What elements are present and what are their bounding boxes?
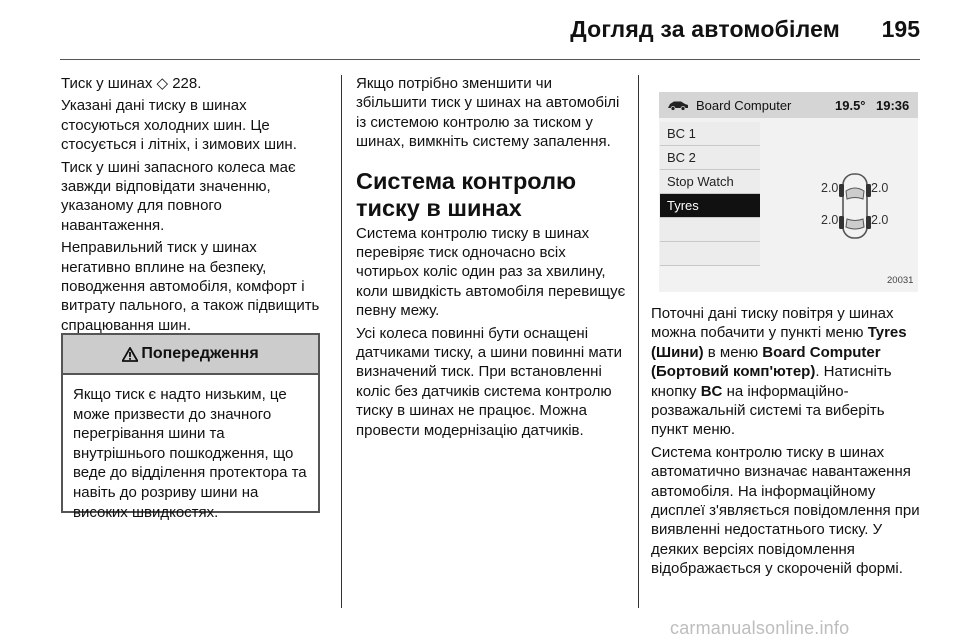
page-reference-link[interactable]: 228. (172, 75, 202, 92)
section-heading: Система контролю тиску в шинах (356, 167, 577, 221)
image-code: 20031 (887, 275, 914, 286)
warning-header (63, 335, 318, 375)
menu-item-bc1[interactable]: BC 1 (660, 122, 760, 146)
paragraph: Тиск у шині запасного колеса має завжди відповідати значенню, указаному для повного навантаження. (61, 158, 296, 234)
paragraph: Система контролю тиску в шинах автоматично визначає навантаження автомобіля. На інформаційному дисплеї з'являється повідомлення при виявленні недостатнього тиску. У деяких версіях повідомлення відображається у скороченій формі. (651, 443, 920, 578)
menu-name: Tyres (Шини) (651, 324, 907, 361)
tyre-pressure-rear-right: 2.0 (871, 213, 889, 227)
car-top-view-icon (839, 171, 871, 241)
tyre-pressure-front-right: 2.0 (871, 181, 889, 195)
paragraph: Система контролю тиску в шинах перевіряє тиск одночасно всіх чотирьох коліс один раз за хвилину, коли швидкість автомобіля перевищує певну межу. (356, 224, 626, 320)
menu-item-tyres[interactable]: Tyres (660, 194, 760, 218)
paragraph: Неправильний тиск у шинах негативно вплине на безпеку, поводження автомобіля, комфорт і витрату пального, а також підвищить спрацювання шин. (61, 239, 320, 334)
menu-item-stop-watch[interactable]: Stop Watch (660, 170, 760, 194)
warning-triangle-icon (122, 347, 138, 362)
page-title: Догляд за автомобілем (570, 16, 840, 42)
board-computer-display (659, 92, 918, 292)
cross-reference-icon: ◇ (156, 75, 169, 92)
column-2 (356, 74, 626, 443)
column-1 (61, 74, 327, 338)
tyre-pressure-rear-left: 2.0 (821, 213, 839, 227)
watermark: carmanualsonline.info (670, 618, 850, 638)
menu-name: Board Computer (Бортовий комп'ютер) (651, 343, 881, 381)
clock: 19:36 (876, 98, 910, 113)
outside-temperature: 19.5° (835, 98, 866, 113)
display-title: Board Computer (696, 98, 792, 113)
button-name: BC (700, 382, 723, 400)
warning-text: Якщо тиск є надто низьким, це може призвести до значного перегрівання шини та внутрішнього пошкодження, що веде до відділення протектора та навіть до розриву шини на високих швидкостях. (73, 386, 307, 521)
warning-box (61, 333, 320, 521)
tyre-pressure-front-left: 2.0 (821, 181, 839, 195)
display-title-bar (659, 92, 918, 118)
menu-empty-row (660, 218, 760, 242)
header-divider (60, 59, 920, 60)
paragraph: Усі колеса повинні бути оснащені датчиками тиску, а шини повинні мати визначений тиск. При встановленні коліс без датчиків система контролю тиску в шинах не працює. Можна провести модернізацію датчиків. (356, 324, 622, 439)
column-divider (341, 75, 342, 608)
paragraph: Тиск у шинах ◇ 228. (61, 75, 202, 92)
page-number: 195 (881, 16, 920, 42)
display-menu (660, 122, 760, 266)
column-3 (651, 304, 923, 582)
column-divider (638, 75, 639, 608)
menu-empty-row (660, 242, 760, 266)
menu-item-bc2[interactable]: BC 2 (660, 146, 760, 170)
paragraph: Поточні дані тиску повітря у шинах можна побачити у пункті меню Tyres (Шини) в меню Board Computer (Бортовий комп'ютер). Натисніть кнопку BC на інформаційно-розважальній системі та виберіть пункт меню. (651, 305, 907, 439)
car-icon (667, 100, 689, 111)
paragraph: Указані дані тиску в шинах стосуються холодних шин. Це стосується і літніх, і зимових шин. (61, 97, 297, 154)
paragraph: Якщо потрібно зменшити чи збільшити тиск у шинах на автомобілі із системою контролю за тиском у шинах, вимкніть систему запалення. (356, 75, 620, 151)
warning-title: Попередження (141, 345, 259, 362)
